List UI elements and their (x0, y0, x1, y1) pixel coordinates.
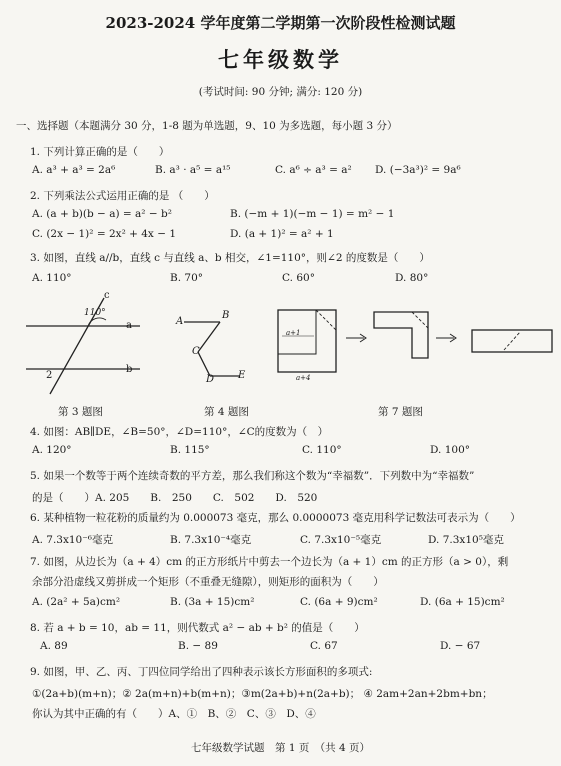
q6-option-a: A. 7.3x10⁻⁶毫克 (32, 534, 113, 546)
q8-option-a: A. 89 (40, 640, 68, 652)
question-5-stem: 5. 如果一个数等于两个连续奇数的平方差，那么我们称这个数为“幸福数”．下列数中为“幸福数” (30, 470, 475, 482)
q3-option-d: D. 80° (395, 272, 429, 284)
figure-7-caption: 第 7 题图 (378, 406, 423, 418)
fig4-label-a: A (176, 316, 184, 327)
q1-option-a: A. a³ + a³ = 2a⁶ (32, 164, 116, 176)
q6-option-c: C. 7.3x10⁻⁵毫克 (300, 534, 382, 546)
q4-option-d: D. 100° (430, 444, 471, 456)
page-footer: 七年级数学试题 第 1 页 （共 4 页） (191, 742, 370, 754)
figure-4-diagram (170, 308, 260, 388)
q4-option-a: A. 120° (32, 444, 72, 456)
fig4-label-e: E (238, 370, 246, 381)
fig3-label-angle1: 110° (84, 308, 106, 318)
question-9-polynomials: ①(2a+b)(m+n)；② 2a(m+n)+b(m+n)；③m(2a+b)+n(2a+b)； ④ 2am+2an+2bm+bn； (32, 688, 493, 700)
q7-option-c: C. (6a + 9)cm² (300, 596, 378, 608)
question-7-stem: 7. 如图，从边长为（a + 4）cm 的正方形纸片中剪去一个边长为（a + 1）cm 的正方形（a > 0），剩 (30, 556, 509, 568)
q8-option-b: B. − 89 (178, 640, 218, 652)
q3-option-c: C. 60° (282, 272, 315, 284)
q1-option-c: C. a⁶ ÷ a³ = a² (275, 164, 352, 176)
q7-option-b: B. (3a + 15)cm² (170, 596, 255, 608)
q2-option-d: D. (a + 1)² = a² + 1 (230, 228, 334, 240)
fig3-label-c: c (104, 290, 110, 301)
fig4-label-c: C (192, 346, 200, 357)
q3-option-a: A. 110° (32, 272, 72, 284)
subject-title: 七年级数学 (218, 47, 343, 72)
q4-option-c: C. 110° (302, 444, 342, 456)
figure-7-diagram (268, 300, 558, 400)
question-7-stem-line2: 余部分沿虚线又剪拼成一个矩形（不重叠无缝隙），则矩形的面积为（ ） (32, 576, 384, 588)
fig4-label-d: D (206, 374, 215, 385)
fig3-label-2: 2 (46, 370, 53, 381)
exam-info: (考试时间: 90 分钟; 满分: 120 分) (198, 86, 363, 98)
question-2-stem: 2. 下列乘法公式运用正确的是 （ ） (30, 190, 215, 202)
q6-option-d: D. 7.3x10⁵毫克 (428, 534, 504, 546)
fig3-label-b: b (126, 364, 133, 375)
q1-option-d: D. (−3a³)² = 9a⁶ (375, 164, 461, 176)
figure-3-diagram (22, 290, 152, 400)
question-5-options: 的是（ ）A. 205 B. 250 C. 502 D. 520 (32, 492, 318, 504)
q3-option-b: B. 70° (170, 272, 204, 284)
figure-3-caption: 第 3 题图 (58, 406, 103, 418)
figure-4-caption: 第 4 题图 (204, 406, 249, 418)
fig4-label-b: B (222, 310, 230, 321)
question-8-stem: 8. 若 a + b = 10，ab = 11，则代数式 a² − ab + b² 的值是（ ） (30, 622, 365, 634)
q6-option-b: B. 7.3x10⁻⁴毫克 (170, 534, 252, 546)
q2-option-c: C. (2x − 1)² = 2x² + 4x − 1 (32, 228, 177, 240)
question-3-stem: 3. 如图，直线 a//b，直线 c 与直线 a、b 相交，∠1=110°，则∠2 的度数是（ ） (30, 252, 430, 264)
q7-option-a: A. (2a² + 5a)cm² (32, 596, 121, 608)
question-1-stem: 1. 下列计算正确的是（ ） (30, 146, 170, 158)
exam-title: 2023-2024 学年度第二学期第一次阶段性检测试题 (105, 14, 456, 32)
fig7-label-top: a+1 (286, 329, 301, 337)
q8-option-d: D. − 67 (440, 640, 481, 652)
question-4-stem: 4. 如图：AB∥DE，∠B=50°，∠D=110°，∠C的度数为（ ） (30, 426, 329, 438)
q1-option-b: B. a³ · a⁵ = a¹⁵ (155, 164, 231, 176)
question-9-options: 你认为其中正确的有（ ）A、① B、② C、③ D、④ (32, 708, 316, 720)
fig7-label-bottom: a+4 (296, 374, 311, 382)
q8-option-c: C. 67 (310, 640, 338, 652)
fig3-label-a: a (126, 320, 132, 331)
q2-option-a: A. (a + b)(b − a) = a² − b² (32, 208, 172, 220)
q2-option-b: B. (−m + 1)(−m − 1) = m² − 1 (230, 208, 395, 220)
q4-option-b: B. 115° (170, 444, 210, 456)
q7-option-d: D. (6a + 15)cm² (420, 596, 505, 608)
section-heading: 一、选择题（本题满分 30 分，1-8 题为单选题，9、10 为多选题，每小题 3 分） (16, 120, 398, 132)
question-9-stem: 9. 如图，甲、乙、丙、丁四位同学给出了四种表示该长方形面积的多项式: (30, 666, 373, 678)
question-6-stem: 6. 某种植物一粒花粉的质量约为 0.000073 毫克，那么 0.0000073 毫克用科学记数法可表示为（ ） (30, 512, 521, 524)
